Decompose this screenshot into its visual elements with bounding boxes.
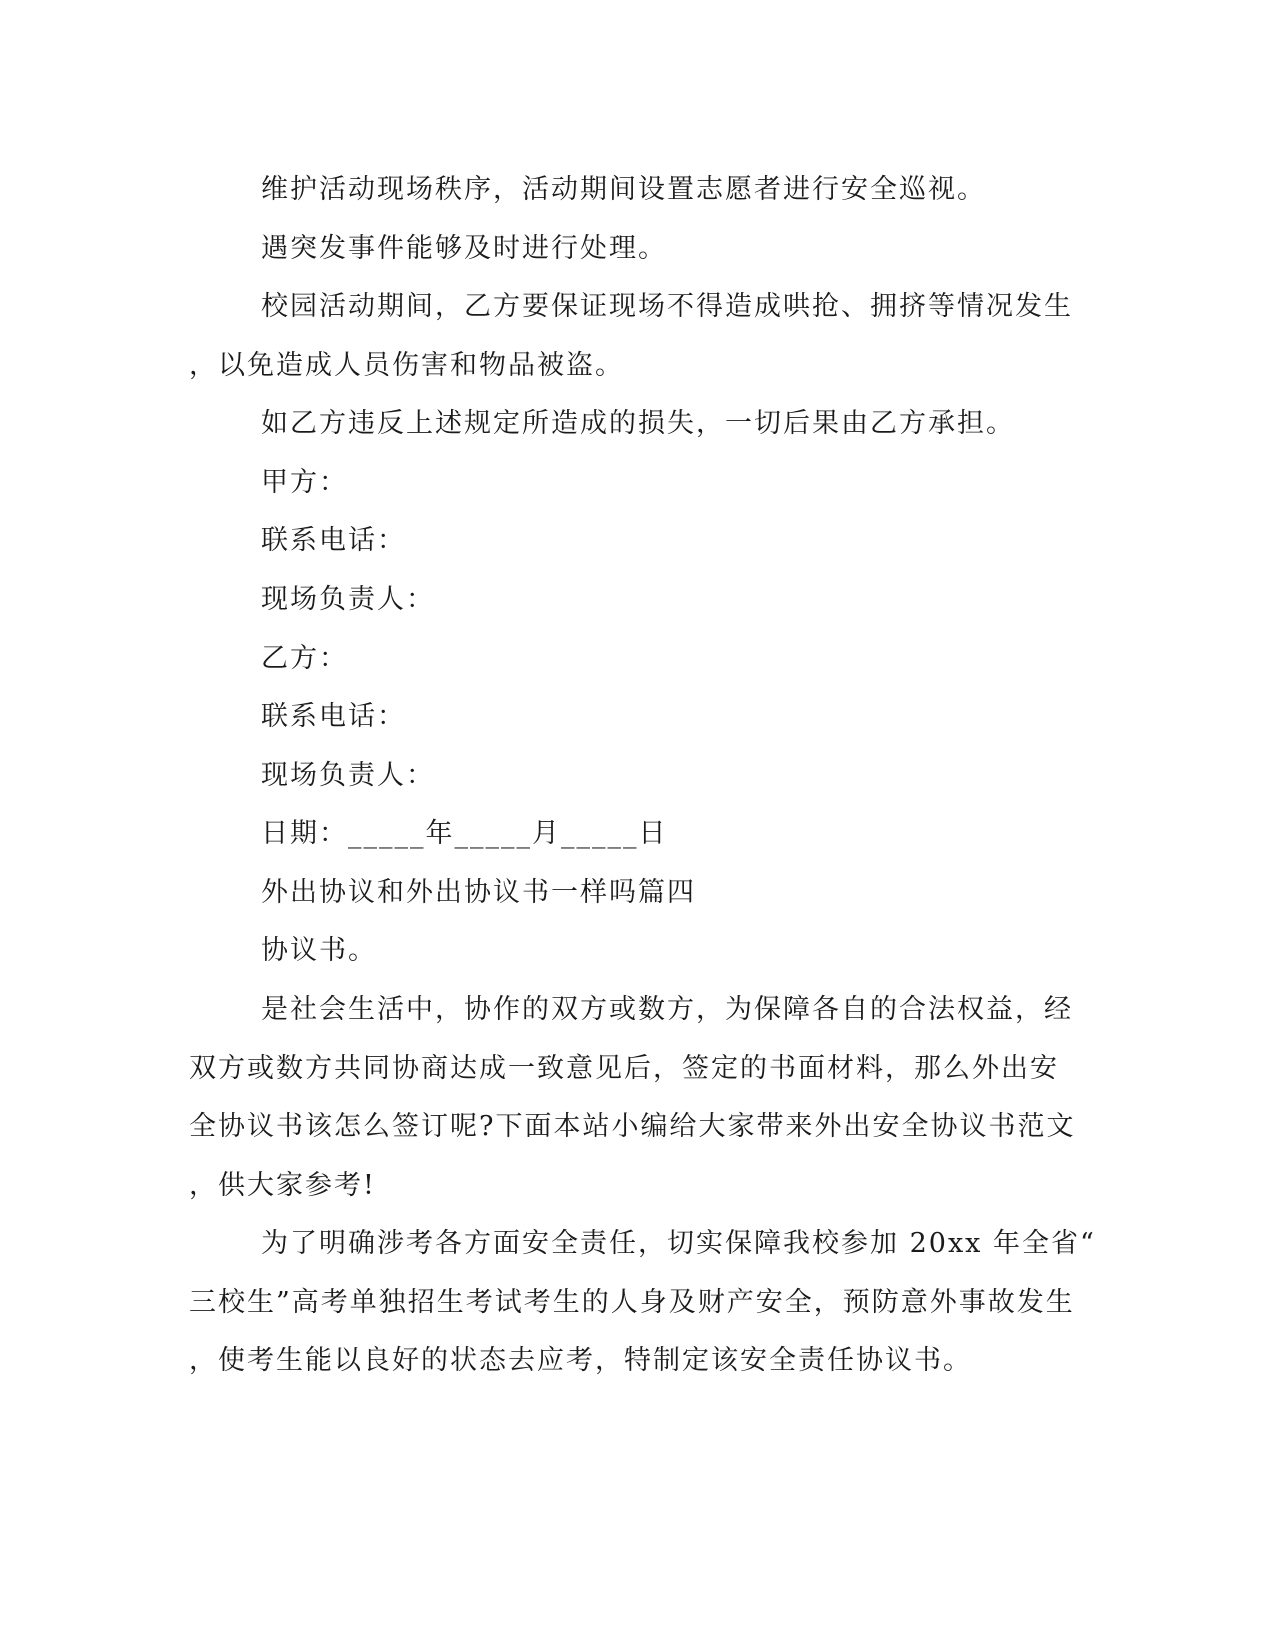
paragraph-line: 协议书。: [261, 935, 377, 966]
date-line: 日期：_____年_____月_____日: [261, 818, 668, 849]
party-b-manager-label: 现场负责人：: [261, 760, 435, 791]
paragraph-line: ，以免造成人员伤害和物品被盗。: [189, 350, 624, 381]
paragraph-line: 如乙方违反上述规定所造成的损失，一切后果由乙方承担。: [261, 408, 1015, 439]
party-a-label: 甲方：: [261, 467, 348, 498]
section-heading: 外出协议和外出协议书一样吗篇四: [261, 877, 696, 908]
paragraph-line: 是社会生活中，协作的双方或数方，为保障各自的合法权益，经: [261, 994, 1073, 1025]
party-a-manager-label: 现场负责人：: [261, 584, 435, 615]
paragraph-line: 三校生”高考单独招生考试考生的人身及财产安全，预防意外事故发生: [189, 1287, 1075, 1318]
paragraph-line: 校园活动期间，乙方要保证现场不得造成哄抢、拥挤等情况发生: [261, 291, 1073, 322]
paragraph-line: 双方或数方共同协商达成一致意见后，签定的书面材料，那么外出安: [189, 1053, 1059, 1084]
paragraph-line: 维护活动现场秩序，活动期间设置志愿者进行安全巡视。: [261, 174, 986, 205]
party-a-phone-label: 联系电话：: [261, 525, 406, 556]
paragraph-line: ，使考生能以良好的状态去应考，特制定该安全责任协议书。: [189, 1345, 972, 1376]
party-b-label: 乙方：: [261, 643, 348, 674]
paragraph-line: 全协议书该怎么签订呢?下面本站小编给大家带来外出安全协议书范文: [189, 1111, 1076, 1142]
party-b-phone-label: 联系电话：: [261, 701, 406, 732]
paragraph-line: 遇突发事件能够及时进行处理。: [261, 233, 667, 264]
paragraph-line: ，供大家参考!: [189, 1170, 376, 1201]
paragraph-line: 为了明确涉考各方面安全责任，切实保障我校参加 20xx 年全省“: [261, 1228, 1096, 1259]
